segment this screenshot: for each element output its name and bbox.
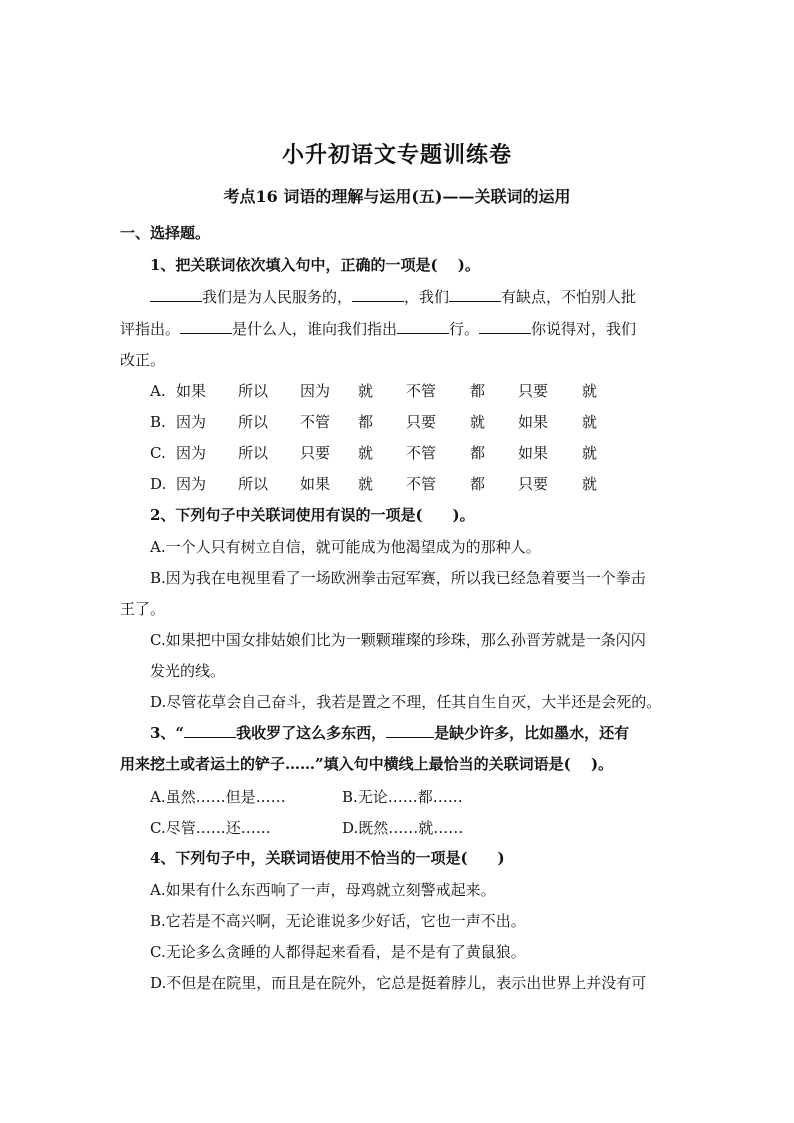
option-word: 如果 [300,475,331,493]
answer-blank[interactable] [150,287,202,302]
option-word: 都 [470,444,486,462]
option-word: 都 [470,382,486,400]
option-word: 因为 [176,413,207,431]
option-word: 只要 [518,382,549,400]
option-word: 不管 [406,444,437,462]
question-1-option-c[interactable] [150,442,597,463]
option-word: 因为 [176,444,207,462]
option-word: 就 [358,444,374,462]
passage-text: 有缺点，不怕别人批 [501,288,637,306]
question-2-option-c[interactable]: C.如果把中国女排姑娘们比为一颗颗璀璨的珍珠，那么孙晋芳就是一条闪闪 [150,631,646,649]
option-word: 只要 [518,475,549,493]
question-4-stem: 4、下列句子中，关联词语使用不恰当的一项是( ) [150,849,505,867]
question-4-option-d[interactable]: D.不但是在院里，而且是在院外，它总是挺着脖儿，表示出世界上并没有可 [150,974,647,992]
question-2-option-a[interactable]: A.一个人只有树立自信，就可能成为他渴望成为的那种人。 [150,538,541,556]
stem-text: 是缺少许多，比如墨水，还有 [434,724,630,742]
answer-blank[interactable] [397,319,449,334]
passage-text: 行。 [449,320,480,338]
passage-text: 我们是为人民服务的， [202,288,353,306]
page-subtitle: 考点16 词语的理解与运用(五)——关联词的运用 [223,187,571,206]
option-word: 就 [582,413,598,431]
stem-text: 3、“ [150,724,185,742]
option-word: 因为 [176,475,207,493]
answer-blank[interactable] [449,287,501,302]
option-word: 不管 [300,413,331,431]
question-2-stem: 2、下列句子中关联词使用有误的一项是( )。 [150,506,475,524]
question-1-option-d[interactable] [150,473,597,494]
option-word: 就 [358,382,374,400]
option-word: 就 [470,413,486,431]
answer-blank[interactable] [352,287,404,302]
question-2-option-b[interactable]: B.因为我在电视里看了一场欧洲拳击冠军赛，所以我已经急着要当一个拳击 [150,569,646,587]
question-2-option-d[interactable]: D.尽管花草会自己奋斗，我若是置之不理，任其自生自灭，大半还是会死的。 [150,693,662,711]
passage-text: 是什么人，谁向我们指出 [232,320,398,338]
option-word: 不管 [406,382,437,400]
page-title: 小升初语文专题训练卷 [281,142,512,168]
question-1-passage-line-1 [150,286,636,307]
option-label: C. [150,444,166,462]
option-word: 只要 [406,413,437,431]
question-1-stem: 1、把关联词依次填入句中，正确的一项是( )。 [150,256,480,274]
option-word: 不管 [406,475,437,493]
section-heading: 一、选择题。 [120,224,211,242]
question-4-option-c[interactable]: C.无论多么贪睡的人都得起来看看，是不是有了黄鼠狼。 [150,943,526,961]
answer-blank[interactable] [386,723,434,738]
option-word: 如果 [176,382,207,400]
stem-text: 我收罗了这么多东西， [236,724,387,742]
option-word: 因为 [300,382,331,400]
passage-text: ，我们 [404,288,450,306]
question-1-option-a[interactable] [150,380,597,401]
question-4-option-a[interactable]: A.如果有什么东西响了一声，母鸡就立刻警戒起来。 [150,881,496,899]
option-label: A. [150,382,166,400]
option-word: 所以 [238,444,269,462]
option-word: 都 [470,475,486,493]
question-3-option-d[interactable]: D.既然……就…… [342,819,464,837]
option-label: D. [150,475,167,493]
option-word: 所以 [238,413,269,431]
question-3-option-a[interactable]: A.虽然……但是…… [150,788,286,806]
passage-text: 评指出。 [120,320,181,338]
option-word: 如果 [518,444,549,462]
option-word: 就 [582,444,598,462]
option-word: 都 [358,413,374,431]
answer-blank[interactable] [180,319,232,334]
option-word: 就 [358,475,374,493]
passage-text: 你说得对，我们 [531,320,637,338]
question-1-option-b[interactable] [150,411,597,432]
question-1-passage-line-3: 改正。 [120,351,166,369]
option-word: 如果 [518,413,549,431]
option-word: 只要 [300,444,331,462]
option-label: B. [150,413,166,431]
answer-blank[interactable] [479,319,531,334]
option-word: 所以 [238,475,269,493]
question-2-option-c-cont: 发光的线。 [150,662,226,680]
question-3-stem-line-2: 用来挖土或者运土的铲子……”填入句中横线上最恰当的关联词语是( )。 [120,755,614,773]
question-4-option-b[interactable]: B.它若是不高兴啊，无论谁说多少好话，它也一声不出。 [150,912,526,930]
option-word: 就 [582,382,598,400]
question-2-option-b-cont: 王了。 [120,600,166,618]
option-word: 就 [582,475,598,493]
question-3-option-b[interactable]: B.无论……都…… [342,788,463,806]
answer-blank[interactable] [184,723,236,738]
question-3-option-c[interactable]: C.尽管……还…… [150,819,271,837]
option-word: 所以 [238,382,269,400]
question-3-stem-line-1 [150,722,629,743]
question-1-passage-line-2 [120,318,636,339]
